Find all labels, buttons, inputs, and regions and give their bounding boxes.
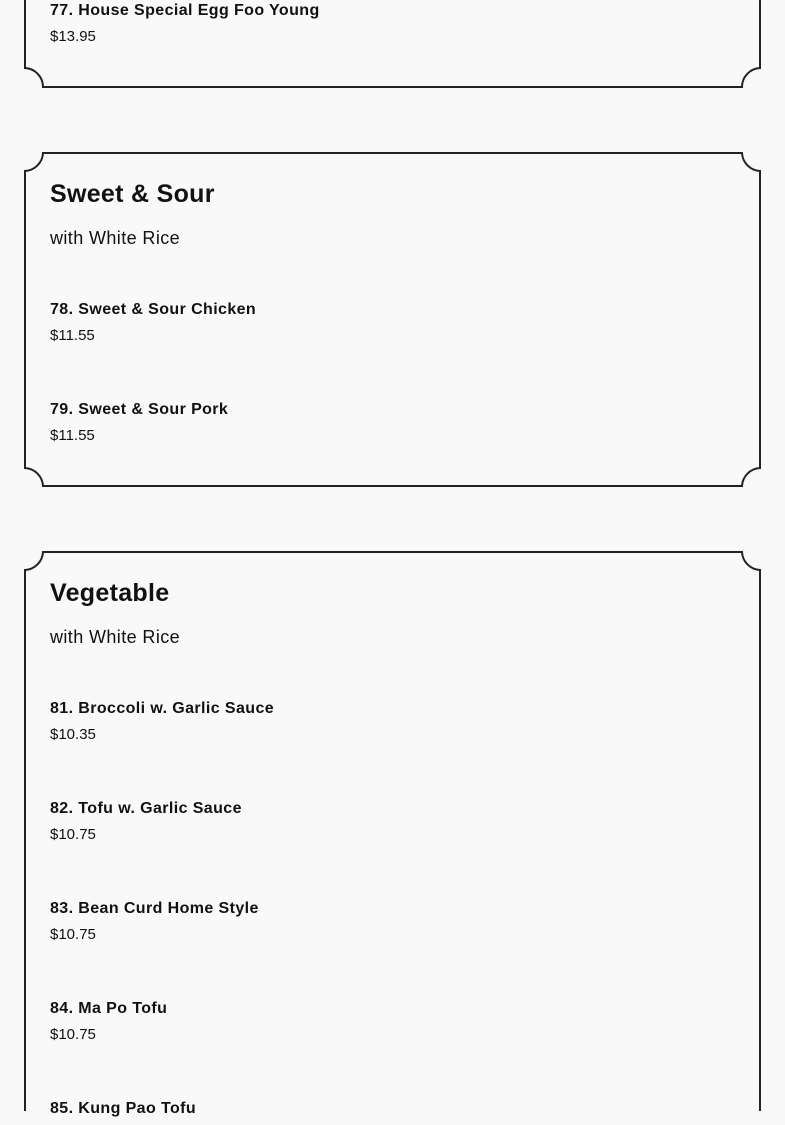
menu-section-card [24,551,761,1117]
menu-item[interactable] [50,699,274,745]
menu-item[interactable] [50,400,228,446]
section-subtitle: with White Rice [50,627,181,647]
item-name: 79. Sweet & Sour Pork [50,401,229,418]
item-price: $10.75 [50,926,96,943]
item-price: $10.75 [50,826,96,843]
section-subtitle: with White Rice [50,228,181,248]
menu-item[interactable] [50,1,320,47]
menu-item[interactable] [50,799,242,845]
menu-item[interactable] [50,899,259,945]
item-name: 81. Broccoli w. Garlic Sauce [50,700,275,717]
section-title: Sweet & Sour [50,180,215,208]
menu-item[interactable] [50,1099,196,1125]
item-price: $11.55 [50,427,95,444]
menu-item[interactable] [50,999,167,1045]
item-price: $10.35 [50,726,96,743]
section-title: Vegetable [50,579,170,607]
menu-section-card [24,0,761,88]
item-name: 78. Sweet & Sour Chicken [50,301,257,318]
item-price: $10.75 [50,1026,96,1043]
item-price: $11.55 [50,327,95,344]
menu-section-card [24,152,761,487]
item-name: 82. Tofu w. Garlic Sauce [50,800,242,817]
item-price: $13.95 [50,28,96,45]
item-name: 77. House Special Egg Foo Young [50,2,320,19]
item-name: 85. Kung Pao Tofu [50,1100,197,1117]
item-name: 83. Bean Curd Home Style [50,900,259,917]
item-name: 84. Ma Po Tofu [50,1000,168,1017]
menu-item[interactable] [50,300,256,346]
